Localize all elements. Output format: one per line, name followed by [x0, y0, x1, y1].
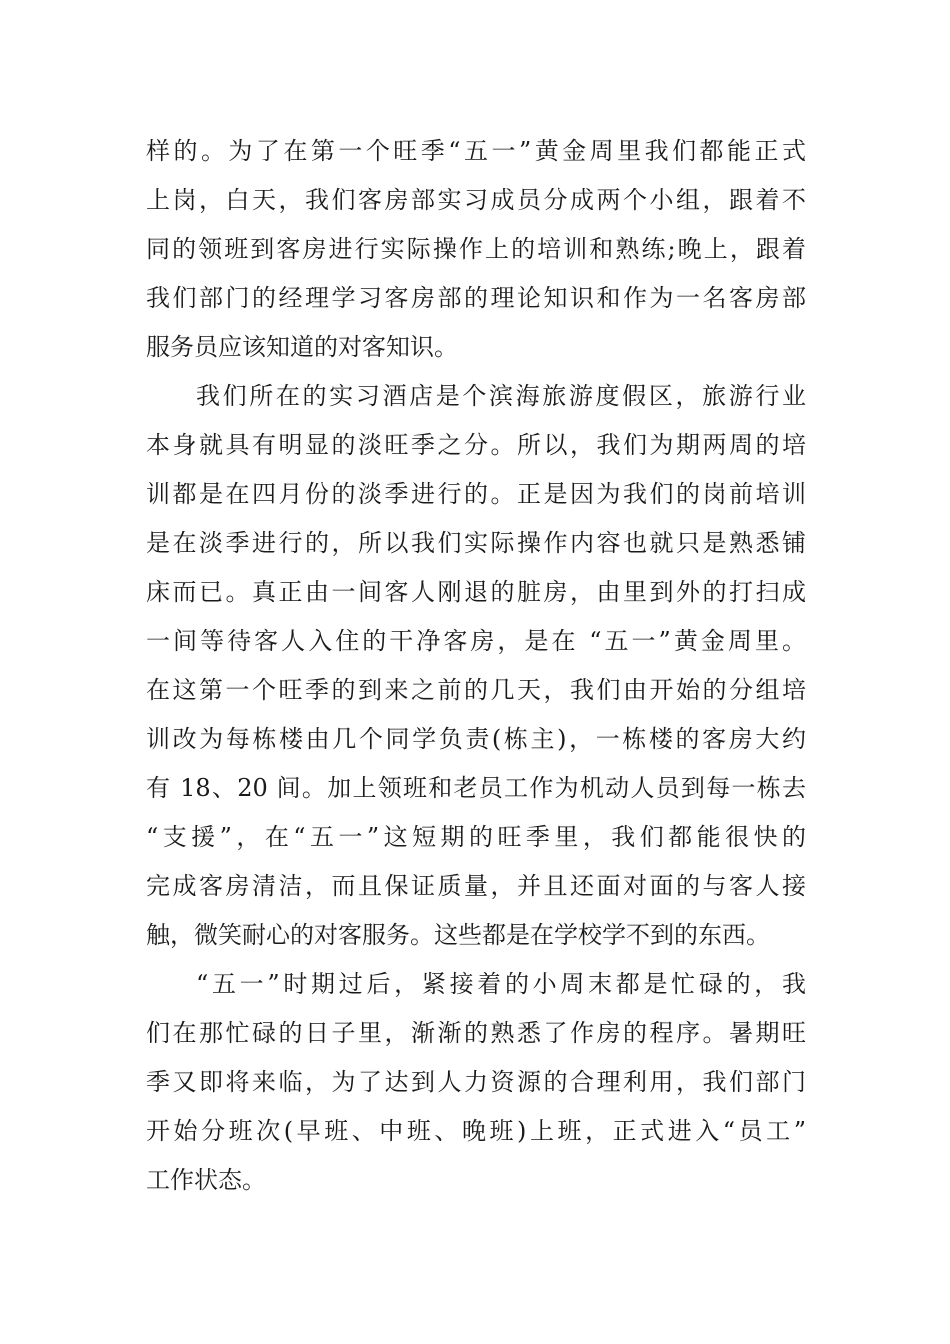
text-line: 触，微笑耐心的对客服务。这些都是在学校学不到的东西。: [146, 921, 770, 949]
text-line: 我们部门的经理学习客房部的理论知识和作为一名客房部: [146, 284, 806, 312]
text-line: 季又即将来临，为了达到人力资源的合理利用，我们部门: [146, 1068, 806, 1096]
text-line: 服务员应该知道的对客知识。: [146, 333, 458, 361]
paragraph: [146, 960, 806, 1205]
text-line: 们在那忙碌的日子里，渐渐的熟悉了作房的程序。暑期旺: [146, 1019, 806, 1047]
text-line: 上岗，白天，我们客房部实习成员分成两个小组，跟着不: [146, 186, 806, 214]
text-line: 完成客房清洁，而且保证质量，并且还面对面的与客人接: [146, 872, 806, 900]
text-line: 床而已。真正由一间客人刚退的脏房，由里到外的打扫成: [146, 578, 806, 606]
text-line: 一间等待客人入住的干净客房，是在 “五一”黄金周里。: [146, 627, 806, 655]
text-line: “五一”时期过后，紧接着的小周末都是忙碌的，我: [196, 970, 806, 998]
text-line: 开始分班次(早班、中班、晚班)上班，正式进入“员工”: [146, 1117, 806, 1145]
text-line: 同的领班到客房进行实际操作上的培训和熟练;晚上，跟着: [146, 235, 806, 263]
paragraph: [146, 372, 806, 960]
text-line: 我们所在的实习酒店是个滨海旅游度假区，旅游行业: [196, 382, 806, 410]
document-body: [146, 127, 806, 1205]
text-line: 是在淡季进行的，所以我们实际操作内容也就只是熟悉铺: [146, 529, 806, 557]
text-line: 样的。为了在第一个旺季“五一”黄金周里我们都能正式: [146, 137, 806, 165]
text-line: 在这第一个旺季的到来之前的几天，我们由开始的分组培: [146, 676, 806, 704]
text-line: 训改为每栋楼由几个同学负责(栋主)，一栋楼的客房大约: [146, 725, 806, 753]
paragraph: [146, 127, 806, 372]
text-line: “支援”，在“五一”这短期的旺季里，我们都能很快的: [146, 823, 806, 851]
text-line: 训都是在四月份的淡季进行的。正是因为我们的岗前培训: [146, 480, 806, 508]
text-line: 工作状态。: [146, 1166, 266, 1194]
text-line: 有 18、20 间。加上领班和老员工作为机动人员到每一栋去: [146, 774, 806, 802]
text-line: 本身就具有明显的淡旺季之分。所以，我们为期两周的培: [146, 431, 806, 459]
